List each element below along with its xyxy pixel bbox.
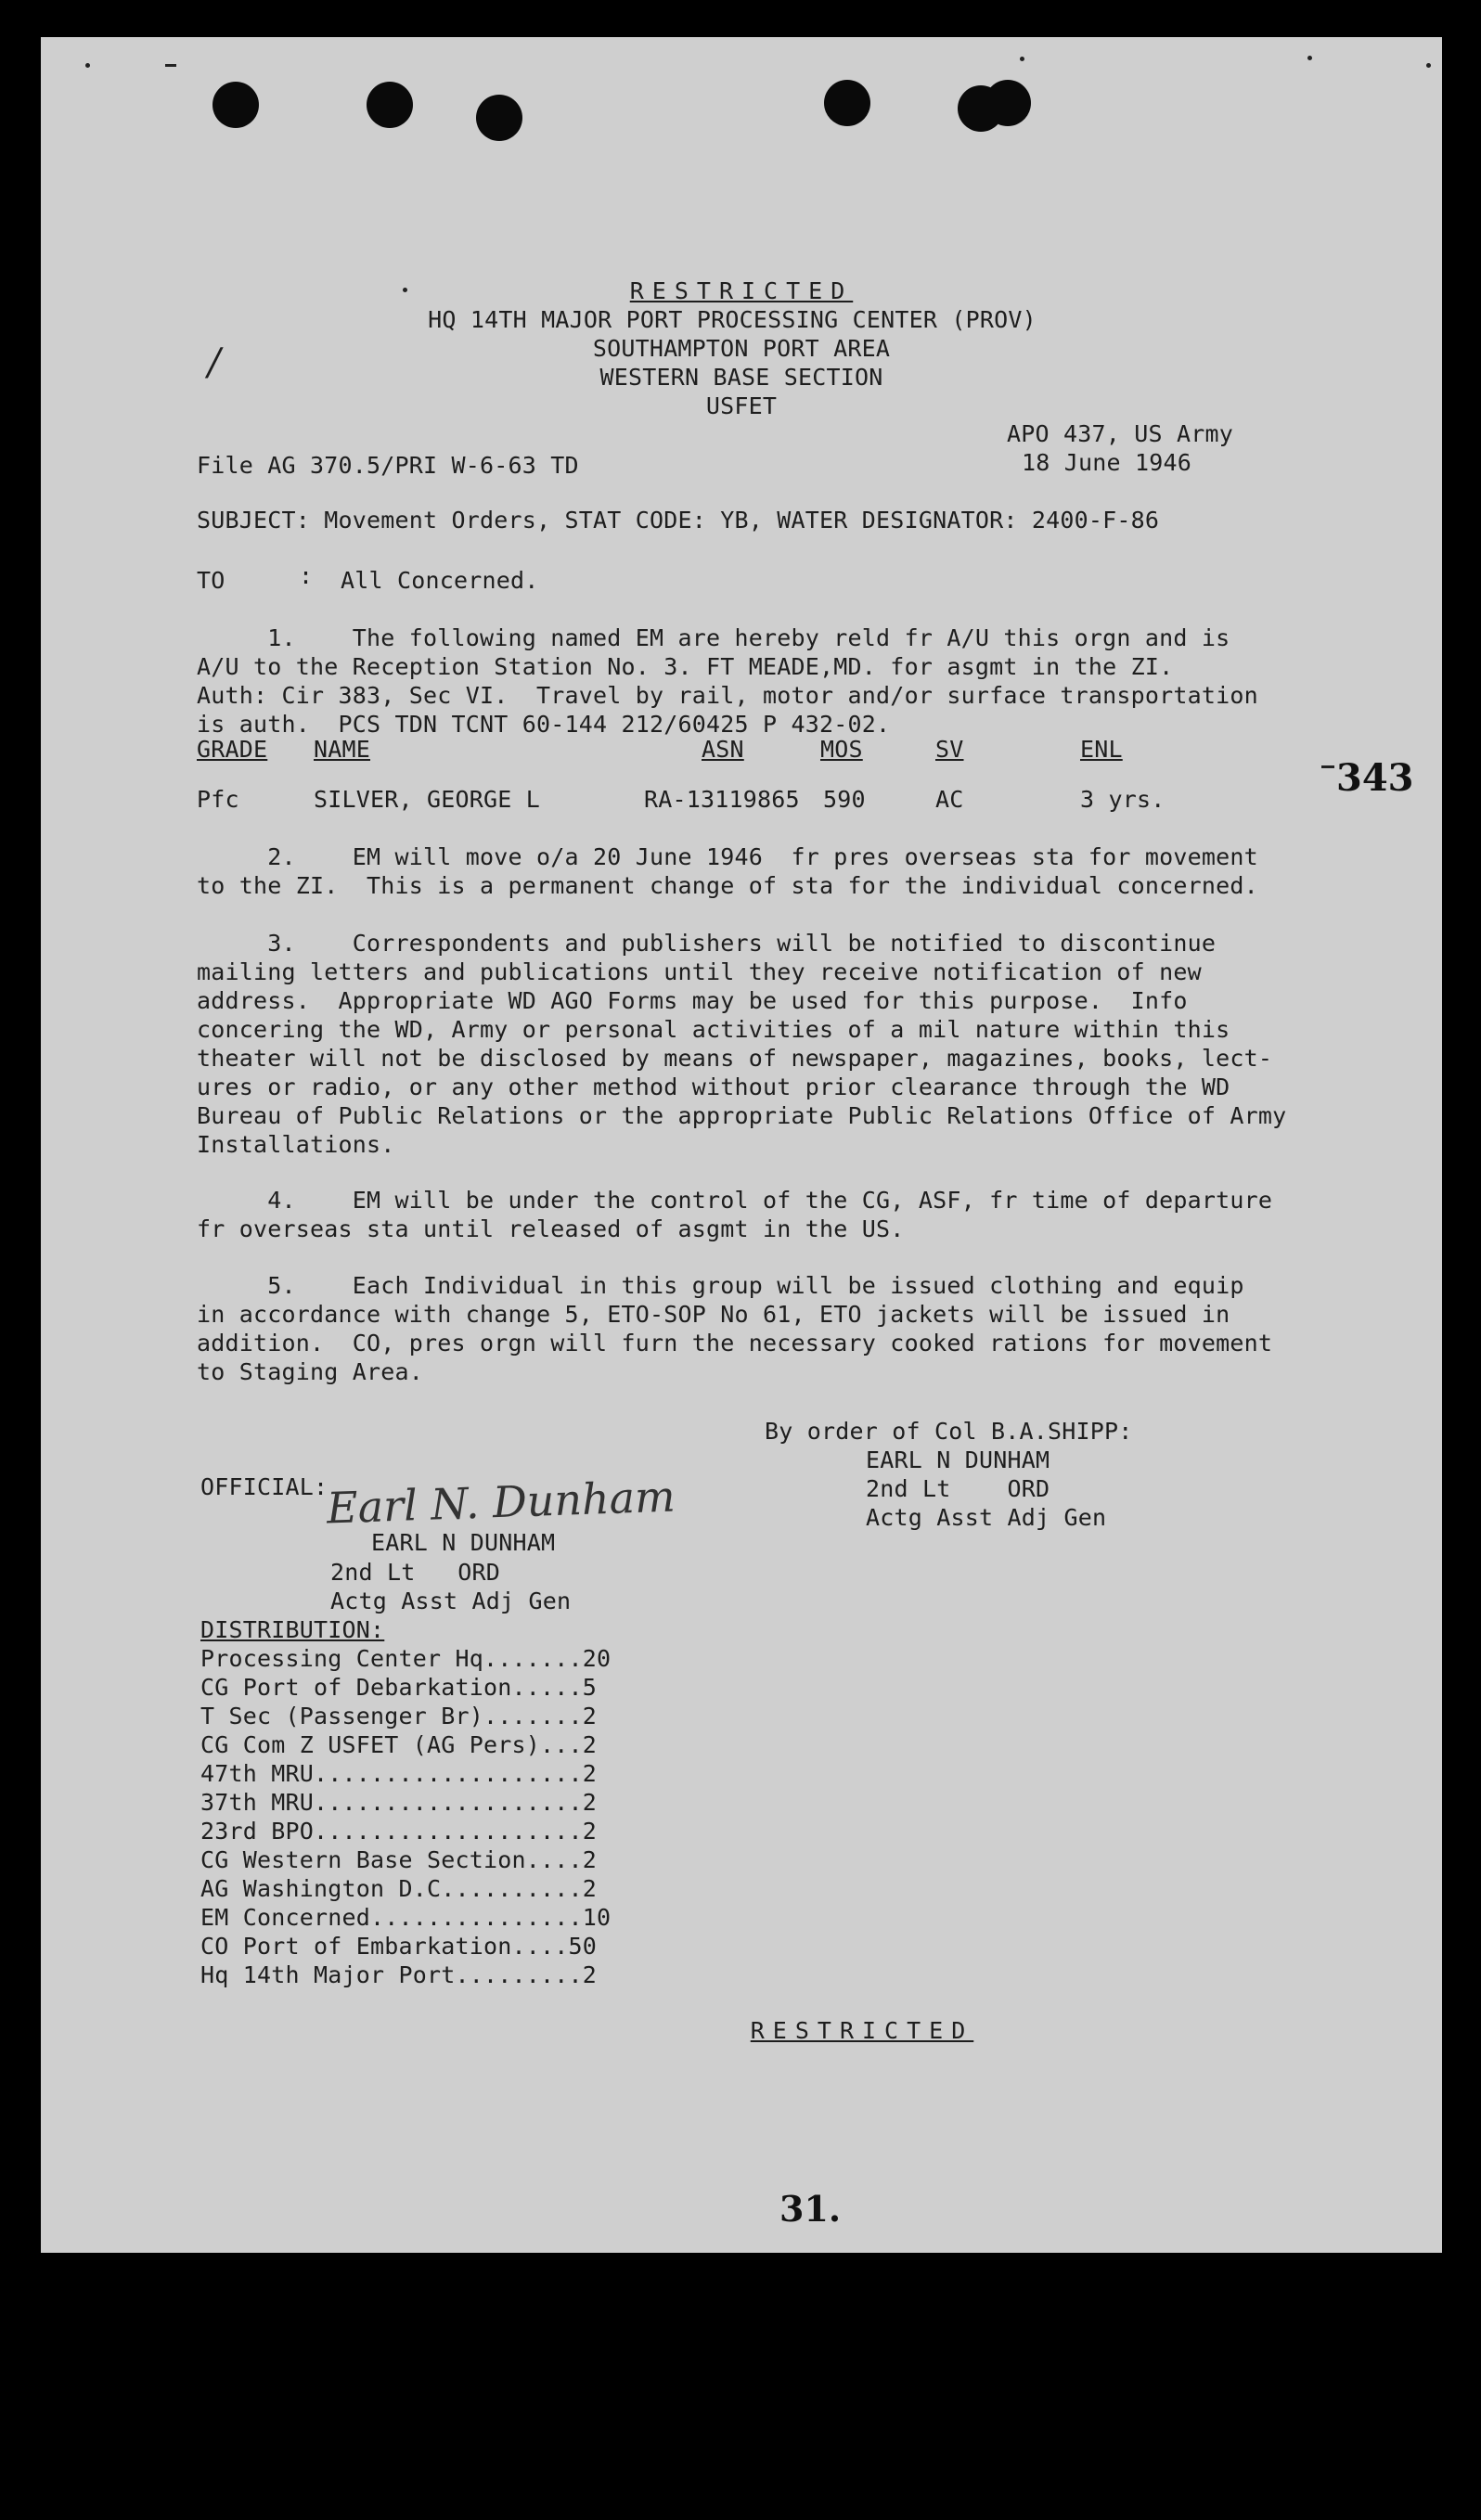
apo-line: APO 437, US Army — [1007, 420, 1234, 447]
para3-line: mailing letters and publications until they receive notification of new — [197, 958, 1202, 985]
distribution-item: CG Com Z USFET (AG Pers)...2 — [200, 1731, 598, 1758]
distribution-item: CO Port of Embarkation....50 — [200, 1933, 598, 1960]
classification-bottom: RESTRICTED — [750, 2017, 974, 2044]
date-line: 18 June 1946 — [1022, 449, 1192, 476]
table-cell-asn: RA-13119865 — [644, 786, 800, 813]
speck — [1307, 56, 1312, 60]
para3-line: Bureau of Public Relations or the appropriate Public Relations Office of Army — [197, 1102, 1287, 1129]
margin-mark: / — [208, 341, 221, 384]
table-cell-sv: AC — [935, 786, 964, 813]
official-name: EARL N DUNHAM — [371, 1529, 556, 1556]
para5-line: 5. Each Individual in this group will be issued clothing and equip — [197, 1272, 1244, 1299]
subject-line: SUBJECT: Movement Orders, STAT CODE: YB, WATER DESIGNATOR: 2400-F-86 — [197, 507, 1160, 534]
para5-line: to Staging Area. — [197, 1358, 424, 1385]
table-header-grade: GRADE — [197, 736, 268, 763]
distribution-item: CG Western Base Section....2 — [200, 1846, 598, 1873]
para2-line: to the ZI. This is a permanent change of sta for the individual concerned. — [197, 872, 1258, 899]
order-name: EARL N DUNHAM — [866, 1446, 1050, 1473]
para1-line: Auth: Cir 383, Sec VI. Travel by rail, motor and/or surface transportation — [197, 682, 1258, 709]
para2-line: 2. EM will move o/a 20 June 1946 fr pres overseas sta for movement — [197, 843, 1258, 870]
document-page — [41, 37, 1442, 2253]
file-reference: File AG 370.5/PRI W-6-63 TD — [197, 452, 579, 479]
distribution-item: 37th MRU...................2 — [200, 1789, 598, 1816]
speck — [1020, 57, 1024, 61]
table-header-mos: MOS — [820, 736, 863, 763]
header-line: WESTERN BASE SECTION — [599, 364, 883, 391]
para1-line: A/U to the Reception Station No. 3. FT MEADE,MD. for asgmt in the ZI. — [197, 653, 1174, 680]
table-header-asn: ASN — [702, 736, 744, 763]
table-cell-name: SILVER, GEORGE L — [314, 786, 541, 813]
header-line: HQ 14TH MAJOR PORT PROCESSING CENTER (PROV) — [428, 306, 1037, 333]
para4-line: 4. EM will be under the control of the CG, ASF, fr time of departure — [197, 1187, 1273, 1214]
official-rank: 2nd Lt ORD — [330, 1559, 501, 1586]
distribution-item: Hq 14th Major Port.........2 — [200, 1961, 598, 1988]
speck — [85, 63, 90, 68]
table-cell-enl: 3 yrs. — [1080, 786, 1165, 813]
header-line: USFET — [705, 392, 778, 419]
para3-line: address. Appropriate WD AGO Forms may be used for this purpose. Info — [197, 987, 1188, 1014]
para3-line: concering the WD, Army or personal activities of a mil nature within this — [197, 1016, 1230, 1043]
para5-line: addition. CO, pres orgn will furn the necessary cooked rations for movement — [197, 1330, 1273, 1356]
punch-hole — [212, 82, 259, 128]
distribution-item: CG Port of Debarkation.....5 — [200, 1674, 598, 1701]
table-cell-mos: 590 — [823, 786, 866, 813]
distribution-item: AG Washington D.C..........2 — [200, 1875, 598, 1902]
stamp-dash — [1321, 765, 1334, 768]
speck — [1426, 63, 1431, 68]
table-header-name: NAME — [314, 736, 371, 763]
to-colon: : — [299, 562, 314, 589]
to-value: All Concerned. — [341, 567, 539, 594]
distribution-item: T Sec (Passenger Br).......2 — [200, 1703, 598, 1729]
para5-line: in accordance with change 5, ETO-SOP No 61, ETO jackets will be issued in — [197, 1301, 1230, 1328]
table-cell-grade: Pfc — [197, 786, 239, 813]
para4-line: fr overseas sta until released of asgmt in the US. — [197, 1215, 905, 1242]
order-title: Actg Asst Adj Gen — [866, 1504, 1107, 1531]
header-line: SOUTHAMPTON PORT AREA — [592, 335, 891, 362]
classification-top: RESTRICTED — [629, 277, 854, 304]
para3-line: theater will not be disclosed by means of newspaper, magazines, books, lect- — [197, 1045, 1273, 1072]
distribution-title: DISTRIBUTION: — [200, 1616, 385, 1643]
punch-hole — [985, 80, 1031, 126]
distribution-item: 23rd BPO...................2 — [200, 1818, 598, 1845]
order-line: By order of Col B.A.SHIPP: — [765, 1418, 1133, 1445]
official-title: Actg Asst Adj Gen — [330, 1588, 572, 1614]
para1-line: is auth. PCS TDN TCNT 60-144 212/60425 P 432-02. — [197, 711, 891, 738]
table-header-sv: SV — [935, 736, 964, 763]
to-label: TO — [197, 567, 225, 594]
distribution-item: Processing Center Hq.......20 — [200, 1645, 612, 1672]
para3-line: ures or radio, or any other method without prior clearance through the WD — [197, 1074, 1230, 1100]
handwritten-signature: Earl N. Dunham — [326, 1471, 676, 1534]
punch-hole — [367, 82, 413, 128]
speck — [165, 64, 176, 67]
para1-line: 1. The following named EM are hereby reld fr A/U this orgn and is — [197, 624, 1230, 651]
distribution-item: 47th MRU...................2 — [200, 1760, 598, 1787]
para3-line: Installations. — [197, 1131, 395, 1158]
distribution-item: EM Concerned...............10 — [200, 1904, 612, 1931]
official-label: OFFICIAL: — [200, 1473, 328, 1500]
table-header-enl: ENL — [1080, 736, 1123, 763]
para3-line: 3. Correspondents and publishers will be notified to discontinue — [197, 930, 1217, 957]
stamp-number: 343 — [1336, 756, 1414, 800]
punch-hole — [476, 95, 522, 141]
order-rank: 2nd Lt ORD — [866, 1475, 1050, 1502]
punch-hole — [824, 80, 870, 126]
page-number: 31. — [779, 2188, 842, 2230]
